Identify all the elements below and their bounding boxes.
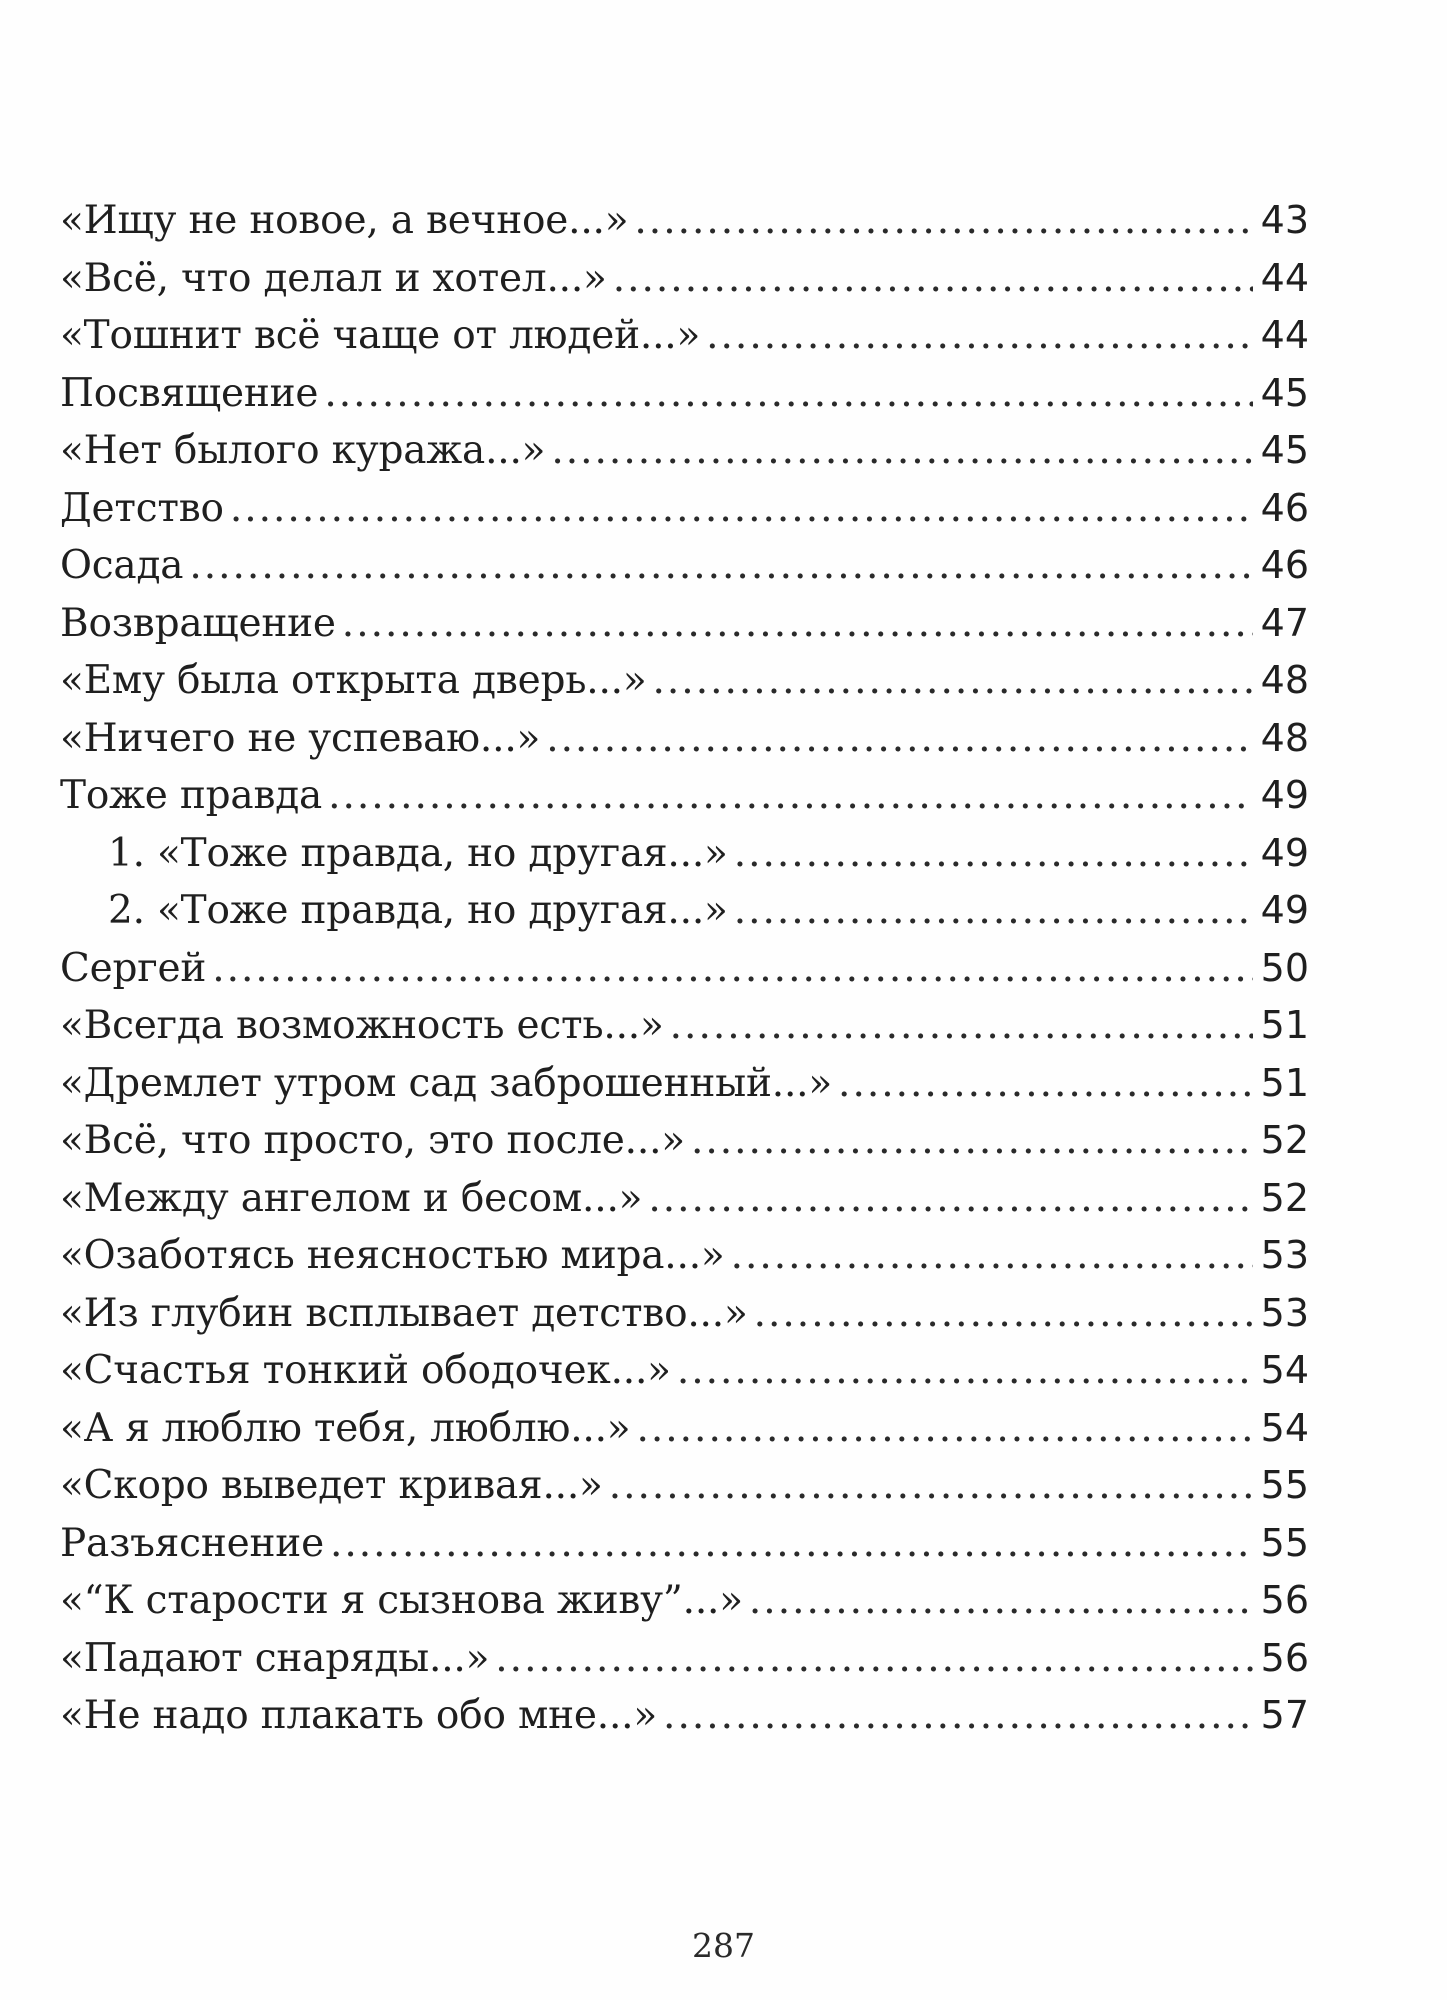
toc-entry [60,250,1309,308]
toc-dot-leader [609,1457,1253,1514]
toc-entry [60,1572,1309,1630]
toc-dot-leader [324,365,1253,422]
toc-entry-page: 55 [1260,1520,1309,1565]
toc-entry [60,192,1309,250]
toc-entry [60,1342,1309,1400]
toc-entry-page: 55 [1260,1463,1309,1507]
toc-entry [60,1112,1309,1170]
toc-dot-leader [691,1112,1253,1169]
toc-entry-title: Тоже правда [60,773,323,818]
page-number: 287 [692,1926,755,1965]
toc-entry-page: 51 [1260,1003,1309,1047]
toc-entry-title: «Не надо плакать обо мне...» [60,1693,658,1738]
toc-entry-page: 49 [1260,830,1309,875]
toc-dot-leader [330,1515,1253,1572]
toc-entry-page: 43 [1260,198,1309,242]
toc-entry-title: Возвращение [60,600,336,646]
toc-entry [60,940,1309,998]
toc-entry-page: 47 [1260,600,1309,645]
toc-entry-title: Разъяснение [60,1520,324,1566]
toc-entry-page: 52 [1260,1118,1309,1162]
toc-entry-title: «Дремлет утром сад заброшенный...» [60,1060,833,1106]
toc-entry-title: «Скоро выведет кривая...» [60,1463,603,1508]
toc-entry-title: Детство [60,485,224,531]
toc-entry-title: «Счастья тонкий ободочек...» [60,1348,671,1393]
toc-dot-leader [613,250,1253,307]
toc-dot-leader [636,1400,1253,1457]
toc-entry [60,595,1309,653]
toc-entry-page: 46 [1260,485,1309,530]
toc-entry-page: 48 [1260,715,1309,760]
toc-entry [60,710,1309,768]
toc-entry-title: Посвящение [60,370,319,416]
toc-dot-leader [731,1227,1253,1284]
toc-entry-title: «Из глубин всплывает детство...» [60,1290,748,1336]
toc-entry-title: «Падают снаряды...» [60,1635,490,1681]
toc-entry [60,1515,1309,1573]
toc-dot-leader [706,307,1253,364]
toc-entry [60,1687,1309,1745]
toc-entry-title: 1. «Тоже правда, но другая...» [108,830,728,876]
toc-dot-leader [653,652,1253,709]
toc-entry [60,1227,1309,1285]
toc-dot-leader [663,1687,1253,1744]
toc-dot-leader [546,710,1253,767]
toc-dot-leader [189,537,1253,594]
toc-entry-page: 52 [1260,1175,1309,1220]
toc-entry-title: «Всегда возможность есть...» [60,1003,664,1048]
toc-dot-leader [495,1630,1253,1687]
toc-entry-title: «“К старости я сызнова живу”...» [60,1578,743,1623]
toc-entry-title: «Всё, что делал и хотел...» [60,255,607,301]
toc-entry [60,1630,1309,1688]
toc-entry-page: 48 [1260,658,1309,702]
toc-entry-title: «Озаботясь неясностью мира...» [60,1233,725,1278]
toc-entry [60,1285,1309,1343]
toc-entry-page: 45 [1260,428,1309,472]
toc-entry-page: 56 [1260,1578,1309,1622]
toc-entry [60,307,1309,365]
table-of-contents [60,192,1309,1745]
toc-entry-title: «Ему была открыта дверь...» [60,658,647,703]
toc-entry-title: «Ничего не успеваю...» [60,715,541,761]
toc-dot-leader [328,767,1253,824]
toc-entry-page: 53 [1260,1290,1309,1335]
toc-entry [60,767,1309,825]
toc-entry-title: Осада [60,543,184,588]
toc-entry-page: 56 [1260,1635,1309,1680]
toc-dot-leader [838,1055,1253,1112]
toc-entry-page: 57 [1260,1693,1309,1737]
toc-dot-leader [342,595,1253,652]
toc-entry [60,882,1309,940]
toc-entry-page: 54 [1260,1405,1309,1450]
toc-entry-page: 44 [1260,255,1309,300]
toc-entry-page: 49 [1260,773,1309,817]
toc-dot-leader [734,882,1253,939]
toc-dot-leader [648,1170,1253,1227]
toc-entry [60,365,1309,423]
toc-entry-page: 54 [1260,1348,1309,1392]
toc-dot-leader [551,422,1253,479]
toc-entry [60,1170,1309,1228]
toc-entry-title: «Нет былого куража...» [60,428,546,473]
toc-entry-title: «А я люблю тебя, люблю...» [60,1405,631,1451]
toc-dot-leader [754,1285,1253,1342]
toc-entry-title: 2. «Тоже правда, но другая...» [108,888,728,933]
toc-entry-page: 49 [1260,888,1309,932]
toc-entry [60,825,1309,883]
toc-entry [60,997,1309,1055]
toc-entry-title: «Между ангелом и бесом...» [60,1175,643,1221]
toc-entry-page: 51 [1260,1060,1309,1105]
toc-entry-title: Сергей [60,945,207,991]
toc-dot-leader [230,480,1253,537]
toc-entry-title: «Ищу не новое, а вечное...» [60,198,629,243]
toc-entry [60,1055,1309,1113]
toc-entry [60,537,1309,595]
toc-entry-title: «Всё, что просто, это после...» [60,1118,685,1163]
toc-dot-leader [670,997,1253,1054]
toc-dot-leader [749,1572,1253,1629]
toc-entry-page: 45 [1260,370,1309,415]
toc-dot-leader [734,825,1253,882]
toc-entry [60,480,1309,538]
toc-dot-leader [677,1342,1253,1399]
toc-dot-leader [212,940,1253,997]
toc-entry-page: 44 [1260,313,1309,357]
toc-entry-title: «Тошнит всё чаще от людей...» [60,313,701,358]
toc-entry [60,1457,1309,1515]
toc-dot-leader [634,192,1253,249]
toc-entry [60,652,1309,710]
toc-entry-page: 53 [1260,1233,1309,1277]
toc-entry [60,422,1309,480]
toc-entry [60,1400,1309,1458]
toc-entry-page: 50 [1260,945,1309,990]
toc-entry-page: 46 [1260,543,1309,587]
